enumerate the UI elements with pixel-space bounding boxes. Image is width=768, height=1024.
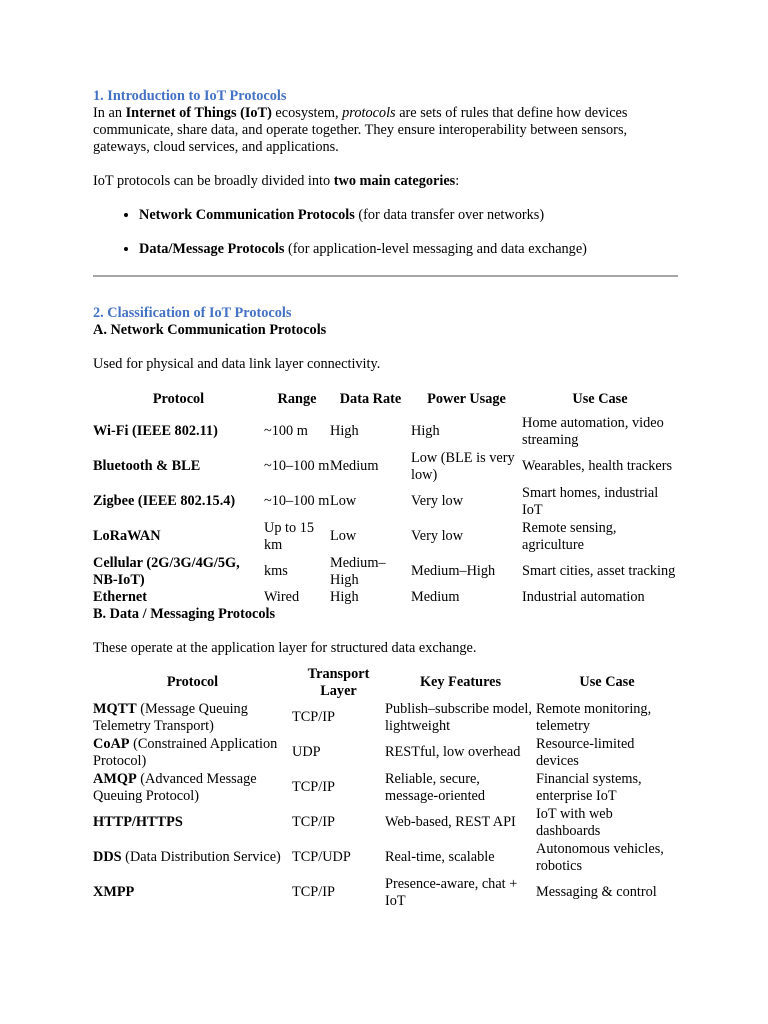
categories-text: IoT protocols can be broadly divided into [93,173,334,189]
table-cell: Remote monitoring, telemetry [536,700,652,734]
table-cell: UDP [292,744,321,760]
subsection-b-description: These operate at the application layer for structured data exchange. [93,640,477,656]
table-cell: Smart homes, industrial IoT [522,484,659,518]
table-row [93,554,678,589]
table-cell: Real-time, scalable [385,849,495,865]
table-cell: Medium–High [411,563,496,579]
column-header: Use Case [572,391,628,407]
protocol-cell [93,554,264,589]
categories-paragraph [93,173,678,190]
table-cell: kms [264,563,288,579]
table-row [93,414,678,449]
column-header: Transport Layer [307,665,370,699]
table-cell: Wired [264,589,300,605]
subsection-b-heading: B. Data / Messaging Protocols [93,606,276,622]
table-row [93,875,678,910]
protocol-cell [93,805,292,840]
table-cell: Presence-aware, chat + IoT [385,875,518,909]
table-cell: Messaging & control [536,884,657,900]
column-header: Use Case [579,674,635,690]
list-item [139,241,678,258]
table-cell: TCP/IP [292,884,335,900]
protocol-cell [93,414,264,449]
table-row [93,805,678,840]
table-row [93,770,678,805]
subsection-a-description: Used for physical and data link layer connectivity. [93,356,381,372]
table-row [93,700,678,735]
table-cell: Medium [330,458,379,474]
protocol-name: Ethernet [93,589,147,605]
table-cell: Financial systems, enterprise IoT [536,770,642,804]
protocol-expansion: (Advanced Message Queuing Protocol) [93,770,257,804]
table-cell: ~100 m [264,423,308,439]
protocol-expansion: (Constrained Application Protocol) [93,735,278,769]
protocol-name: XMPP [93,884,135,900]
table-cell: Wearables, health trackers [522,458,673,474]
document-page [93,88,678,910]
table-cell: ~10–100 m [264,458,330,474]
protocol-cell [93,875,292,910]
table-cell: TCP/IP [292,779,335,795]
categories-bold: two main categories [333,173,456,189]
table-cell: Home automation, video streaming [522,414,664,448]
intro-text: In an [93,105,126,121]
protocol-name: CoAP [93,735,130,752]
table-cell: Smart cities, asset tracking [522,563,676,579]
list-item-text: (for application-level messaging and data exchange) [284,241,587,257]
table-cell: TCP/IP [292,814,335,830]
intro-text: are sets of rules that define how devices communicate, share data, and operate together. They ensure interoperability between sensors, gateways, cloud services, and applications. [93,105,628,155]
protocol-name: DDS [93,849,122,865]
intro-text: ecosystem, [271,105,343,121]
table-row [93,449,678,484]
table-cell: Medium–High [330,554,386,588]
protocol-cell [93,484,264,519]
categories-text: : [455,173,460,189]
list-item [139,207,678,224]
protocol-cell [93,519,264,554]
table-cell: Autonomous vehicles, robotics [536,840,664,874]
list-item-text: (for data transfer over networks) [354,207,545,223]
intro-italic-term: protocols [342,105,396,121]
protocol-name: LoRaWAN [93,528,161,544]
table-cell: High [330,423,359,439]
table-cell: Remote sensing, agriculture [522,519,617,553]
column-header: Protocol [152,391,205,407]
column-header: Protocol [166,674,219,690]
protocol-cell [93,770,292,805]
table-cell: Reliable, secure, message-oriented [385,770,486,804]
table-header-row [93,385,678,414]
protocol-name: MQTT [93,700,137,717]
protocol-name: HTTP/HTTPS [93,814,183,830]
table-cell: Low (BLE is very low) [411,449,515,483]
table-cell: High [411,423,440,439]
section-2-heading: 2. Classification of IoT Protocols [93,305,292,321]
table-row [93,519,678,554]
table-cell: Up to 15 km [264,519,315,553]
protocol-name: Cellular (2G/3G/4G/5G, NB-IoT) [93,554,240,588]
protocol-name: Zigbee (IEEE 802.15.4) [93,493,236,509]
table-cell: Medium [411,589,460,605]
section-1-heading: 1. Introduction to IoT Protocols [93,88,287,104]
column-header: Range [277,391,317,407]
table-cell: Industrial automation [522,589,645,605]
protocol-cell [93,840,292,875]
protocol-cell [93,589,264,606]
column-header: Key Features [419,674,502,690]
subsection-a-heading: A. Network Communication Protocols [93,322,327,338]
category-list [93,207,678,258]
table-row [93,735,678,770]
network-protocols-table [93,385,678,606]
protocol-name: AMQP [93,770,137,787]
table-cell: Publish–subscribe model, lightweight [385,700,532,734]
column-header: Power Usage [427,391,506,407]
column-header: Data Rate [339,391,402,407]
table-cell: Resource-limited devices [536,735,635,769]
table-cell: Low [330,493,357,509]
list-item-bold: Data/Message Protocols [139,241,285,257]
protocol-cell [93,700,292,735]
table-cell: RESTful, low overhead [385,744,521,760]
table-cell: Low [330,528,357,544]
protocol-cell [93,449,264,484]
table-header-row [93,665,678,700]
table-cell: ~10–100 m [264,493,330,509]
intro-paragraph [93,105,678,156]
table-cell: IoT with web dashboards [536,805,613,839]
table-cell: TCP/IP [292,709,335,725]
intro-bold-term: Internet of Things (IoT) [125,105,272,121]
table-cell: TCP/UDP [292,849,351,865]
table-row [93,484,678,519]
protocol-name: Wi-Fi (IEEE 802.11) [93,423,218,439]
protocol-expansion: (Message Queuing Telemetry Transport) [93,700,248,734]
protocol-expansion: (Data Distribution Service) [121,849,281,865]
table-cell: Very low [411,493,464,509]
table-cell: Web-based, REST API [385,814,516,830]
protocol-name: Bluetooth & BLE [93,458,201,474]
table-row [93,840,678,875]
messaging-protocols-table [93,665,678,910]
table-cell: Very low [411,528,464,544]
protocol-cell [93,735,292,770]
table-row [93,589,678,606]
list-item-bold: Network Communication Protocols [139,207,355,223]
table-cell: High [330,589,359,605]
